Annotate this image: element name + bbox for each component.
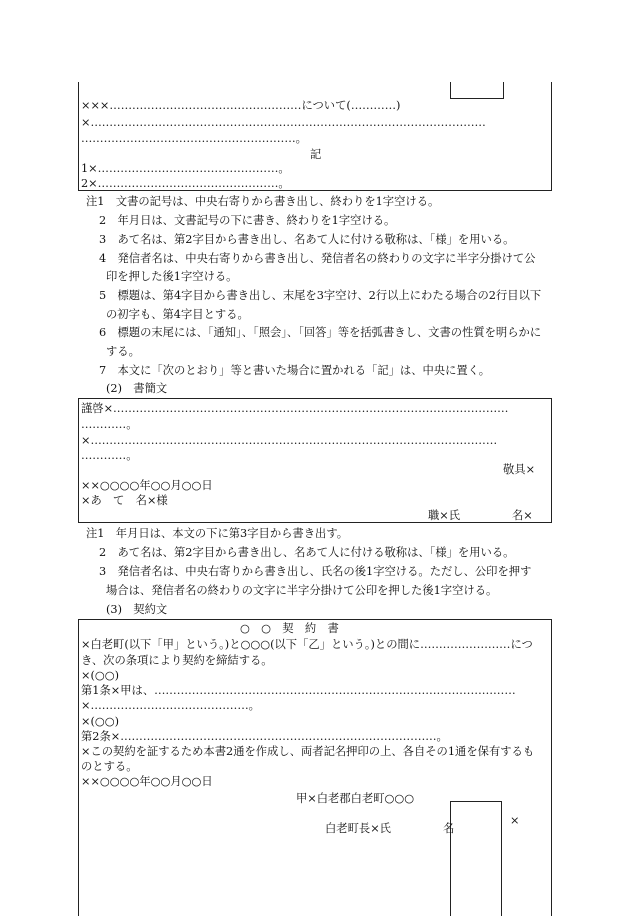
note: 6 標題の末尾には、「通知」、「照会」、「回答」等を括弧書きし、文書の性質を明らかに: [99, 326, 542, 339]
section2-heading: (2) 書簡文: [106, 382, 168, 395]
closing-phrase: 敬具×: [503, 463, 536, 476]
note: 印を押した後1字空ける。: [106, 270, 238, 283]
note: 3 あて名は、第2字目から書き出し、名あて人に付ける敬称は、「様」を用いる。: [99, 233, 515, 246]
contract-line: 第1条×甲は、……………………………………………………………………………………: [81, 684, 516, 697]
note: 2 あて名は、第2字目から書き出し、名あて人に付ける敬称は、「様」を用いる。: [99, 546, 515, 559]
item-line: 2×…………………………………………。: [81, 177, 290, 190]
ki-mark: 記: [310, 148, 322, 161]
contract-line: ×(○○): [81, 669, 119, 682]
note: の初字も、第4字目とする。: [106, 308, 249, 321]
frame-right-border: [551, 619, 552, 916]
note: 3 発信者名は、中央右寄りから書き出し、氏名の後1字空ける。ただし、公印を押す: [99, 565, 532, 578]
letter-line: ×………………………………………………………………………………………………: [81, 434, 498, 447]
signatory-title: 白老町長×氏: [325, 822, 391, 835]
addressee-line: ×あ て 名×様: [81, 494, 168, 507]
note: 場合は、発信者名の終わりの文字に半字分掛けて公印を押した後1字空ける。: [106, 584, 498, 597]
seal-mark: ×: [510, 814, 520, 827]
contract-line: き、次の条項により契約を締結する。: [81, 654, 273, 667]
frame-left-border: [78, 82, 79, 190]
note: 7 本文に「次のとおり」等と書いた場合に置かれる「記」は、中央に置く。: [99, 364, 491, 377]
contract-line: 第2条×…………………………………………………………………………。: [81, 730, 448, 743]
date-line: ××○○○○年○○月○○日: [81, 775, 213, 788]
contract-line: のとする。: [81, 760, 138, 773]
contract-line: ×……………………………………。: [81, 699, 260, 712]
note: 2 年月日は、文書記号の下に書き、終わりを1字空ける。: [99, 214, 396, 227]
signatory-name: 名: [443, 822, 455, 835]
title-line: ×××……………………………………………について(…………): [81, 99, 401, 112]
frame-right-border: [551, 82, 552, 190]
note: 注1 文書の記号は、中央右寄りから書き出し、終わりを1字空ける。: [86, 195, 440, 208]
body-line: …………………………………………………。: [81, 132, 307, 145]
contract-line: ×この契約を証するため本書2通を作成し、両者記名押印の上、各自その1通を保有するも: [81, 745, 535, 758]
seal-box: [450, 801, 502, 916]
note: する。: [106, 345, 140, 358]
date-line: ××○○○○年○○月○○日: [81, 479, 213, 492]
body-line: ×……………………………………………………………………………………………: [81, 116, 486, 129]
letter-line: …………。: [81, 449, 138, 462]
sender-name: 名×: [512, 509, 533, 522]
note: 5 標題は、第4字目から書き出し、末尾を3字空け、2行以上にわたる場合の2行目以下: [99, 289, 542, 302]
letter-line: 謹啓×……………………………………………………………………………………………: [81, 402, 509, 415]
contract-line: ×白老町(以下「甲」という。)と○○○(以下「乙」という。)との間に……………………につ: [81, 638, 533, 651]
frame-left-border: [78, 619, 79, 916]
section3-heading: (3) 契約文: [106, 603, 168, 616]
seal-box: [450, 82, 504, 99]
letter-line: …………。: [81, 418, 138, 431]
note: 注1 年月日は、本文の下に第3字目から書き出す。: [86, 527, 349, 540]
contract-title: ○ ○ 契 約 書: [240, 622, 339, 635]
note: 4 発信者名は、中央右寄りから書き出し、発信者名の終わりの文字に半字分掛けて公: [99, 252, 536, 265]
sender-title: 職×氏: [428, 509, 461, 522]
party-address: 甲×白老郡白老町○○○: [296, 792, 415, 805]
contract-line: ×(○○): [81, 715, 119, 728]
item-line: 1×…………………………………………。: [81, 162, 290, 175]
